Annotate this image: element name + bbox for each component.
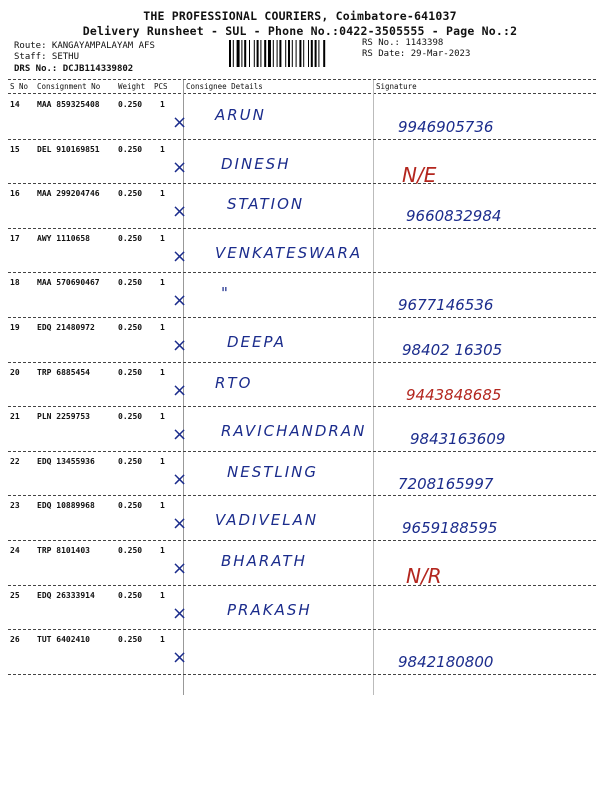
tick-mark: ×	[172, 468, 188, 490]
table-row	[8, 635, 596, 675]
row-separator	[8, 362, 596, 363]
row-separator	[8, 272, 596, 273]
consignee-handwriting: VENKATESWARA	[215, 243, 363, 262]
row-pcs: 1	[160, 412, 165, 422]
row-separator	[8, 183, 596, 184]
row-pcs: 1	[160, 100, 165, 109]
table-row	[8, 100, 596, 140]
row-weight: 0.250	[118, 590, 143, 600]
row-sno: 15	[10, 144, 20, 154]
row-consignment-no: MAA 299204746	[37, 189, 100, 199]
row-sno: 18	[10, 278, 20, 288]
signature-handwriting: 98402 16305	[402, 341, 503, 359]
row-weight: 0.250	[118, 501, 143, 511]
tick-mark: ×	[172, 245, 188, 267]
row-separator	[8, 674, 596, 675]
row-sno: 25	[10, 590, 20, 600]
col-pcs: PCS	[154, 82, 168, 91]
tick-mark: ×	[172, 602, 188, 624]
row-pcs: 1	[160, 323, 165, 332]
row-separator	[8, 585, 596, 586]
rs-date: RS Date: 29-Mar-2023	[362, 49, 471, 59]
consignee-handwriting: PRAKASH	[227, 600, 312, 619]
row-weight: 0.250	[118, 412, 143, 422]
row-sno: 17	[10, 233, 20, 243]
row-weight: 0.250	[118, 100, 143, 109]
rs-number: RS No.: 1143398	[362, 38, 444, 48]
table-row	[8, 368, 596, 408]
signature-handwriting: 9946905736	[398, 118, 494, 136]
row-pcs: 1	[160, 635, 165, 645]
consignee-handwriting: STATION	[227, 195, 305, 214]
row-pcs: 1	[160, 144, 165, 154]
row-pcs: 1	[160, 501, 165, 511]
row-separator	[8, 139, 596, 140]
row-consignment-no: DEL 910169851	[37, 144, 100, 154]
row-pcs: 1	[160, 546, 165, 555]
row-sno: 24	[10, 546, 20, 555]
company-title: THE PROFESSIONAL COURIERS, Coimbatore-641037	[143, 9, 457, 23]
row-pcs: 1	[160, 456, 165, 466]
table-row	[8, 145, 596, 185]
row-separator	[8, 495, 596, 496]
row-weight: 0.250	[118, 367, 143, 377]
row-sno: 14	[10, 100, 20, 109]
row-weight: 0.250	[118, 278, 143, 288]
col-consignment: Consignment No	[37, 82, 101, 91]
tick-mark: ×	[172, 156, 188, 178]
row-pcs: 1	[160, 233, 165, 243]
row-consignment-no: TUT 6402410	[37, 635, 90, 645]
tick-mark: ×	[172, 424, 188, 446]
header-rule-top	[8, 79, 596, 80]
row-consignment-no: AWY 1110658	[37, 233, 90, 243]
row-consignment-no: EDQ 13455936	[37, 456, 95, 466]
row-consignment-no: EDQ 10889968	[37, 501, 95, 511]
table-row	[8, 278, 596, 318]
row-sno: 21	[10, 412, 20, 422]
signature-handwriting: 9842180800	[398, 653, 494, 672]
row-weight: 0.250	[118, 323, 143, 332]
col-weight: Weight	[118, 82, 146, 91]
row-separator	[8, 540, 596, 541]
row-pcs: 1	[160, 189, 165, 199]
row-sno: 22	[10, 456, 20, 466]
tick-mark: ×	[172, 112, 188, 133]
row-pcs: 1	[160, 278, 165, 288]
consignee-handwriting: VADIVELAN	[215, 511, 319, 530]
consignee-handwriting: ARUN	[215, 106, 266, 124]
tick-mark: ×	[172, 558, 188, 579]
row-pcs: 1	[160, 367, 165, 377]
row-separator	[8, 317, 596, 318]
table-row	[8, 323, 596, 363]
drs-number: DRS No.: DCJB114339802	[14, 64, 134, 74]
row-weight: 0.250	[118, 546, 143, 555]
consignee-handwriting: RTO	[215, 373, 253, 392]
tick-mark: ×	[172, 335, 188, 356]
row-weight: 0.250	[118, 635, 143, 645]
route-label: Route: KANGAYAMPALAYAM AFS	[14, 41, 155, 51]
tick-mark: ×	[172, 290, 188, 312]
barcode	[229, 40, 355, 67]
row-separator	[8, 451, 596, 452]
consignee-handwriting: "	[221, 284, 230, 303]
consignee-handwriting: NESTLING	[227, 462, 319, 481]
tick-mark: ×	[172, 379, 188, 401]
signature-handwriting: 9443848685	[406, 385, 502, 404]
staff-label: Staff: SETHU	[14, 52, 80, 62]
col-consignee: Consignee Details	[186, 82, 263, 91]
row-sno: 26	[10, 635, 20, 645]
row-separator	[8, 406, 596, 407]
row-consignment-no: TRP 8101403	[37, 546, 90, 555]
row-weight: 0.250	[118, 189, 143, 199]
row-consignment-no: MAA 570690467	[37, 278, 100, 288]
col-signature: Signature	[376, 82, 417, 91]
tick-mark: ×	[172, 201, 188, 223]
row-sno: 20	[10, 367, 20, 377]
consignee-handwriting: DINESH	[221, 154, 291, 173]
row-consignment-no: PLN 2259753	[37, 412, 90, 422]
consignee-handwriting: RAVICHANDRAN	[221, 422, 367, 441]
consignee-handwriting: BHARATH	[221, 552, 307, 570]
row-sno: 23	[10, 501, 20, 511]
row-consignment-no: MAA 859325408	[37, 100, 100, 109]
row-sno: 16	[10, 189, 20, 199]
row-consignment-no: EDQ 26333914	[37, 590, 95, 600]
row-consignment-no: TRP 6885454	[37, 367, 90, 377]
runsheet-title: Delivery Runsheet - SUL - Phone No.:0422-3505555 - Page No.:2	[82, 24, 518, 38]
col-sno: S No	[10, 82, 29, 91]
row-separator	[8, 228, 596, 229]
signature-handwriting: 7208165997	[398, 474, 494, 493]
row-separator	[8, 629, 596, 630]
signature-handwriting: 9659188595	[402, 519, 498, 538]
signature-handwriting: N/E	[402, 162, 437, 187]
signature-handwriting: 9660832984	[406, 207, 502, 226]
header-rule-bottom	[8, 93, 596, 94]
row-weight: 0.250	[118, 456, 143, 466]
signature-handwriting: 9677146536	[398, 296, 494, 315]
row-pcs: 1	[160, 590, 165, 600]
tick-mark: ×	[172, 647, 188, 669]
row-weight: 0.250	[118, 233, 143, 243]
tick-mark: ×	[172, 513, 188, 535]
row-weight: 0.250	[118, 144, 143, 154]
signature-handwriting: 9843163609	[410, 430, 506, 449]
consignee-handwriting: DEEPA	[227, 333, 287, 351]
signature-handwriting: N/R	[406, 564, 442, 588]
row-sno: 19	[10, 323, 20, 332]
row-consignment-no: EDQ 21480972	[37, 323, 95, 332]
